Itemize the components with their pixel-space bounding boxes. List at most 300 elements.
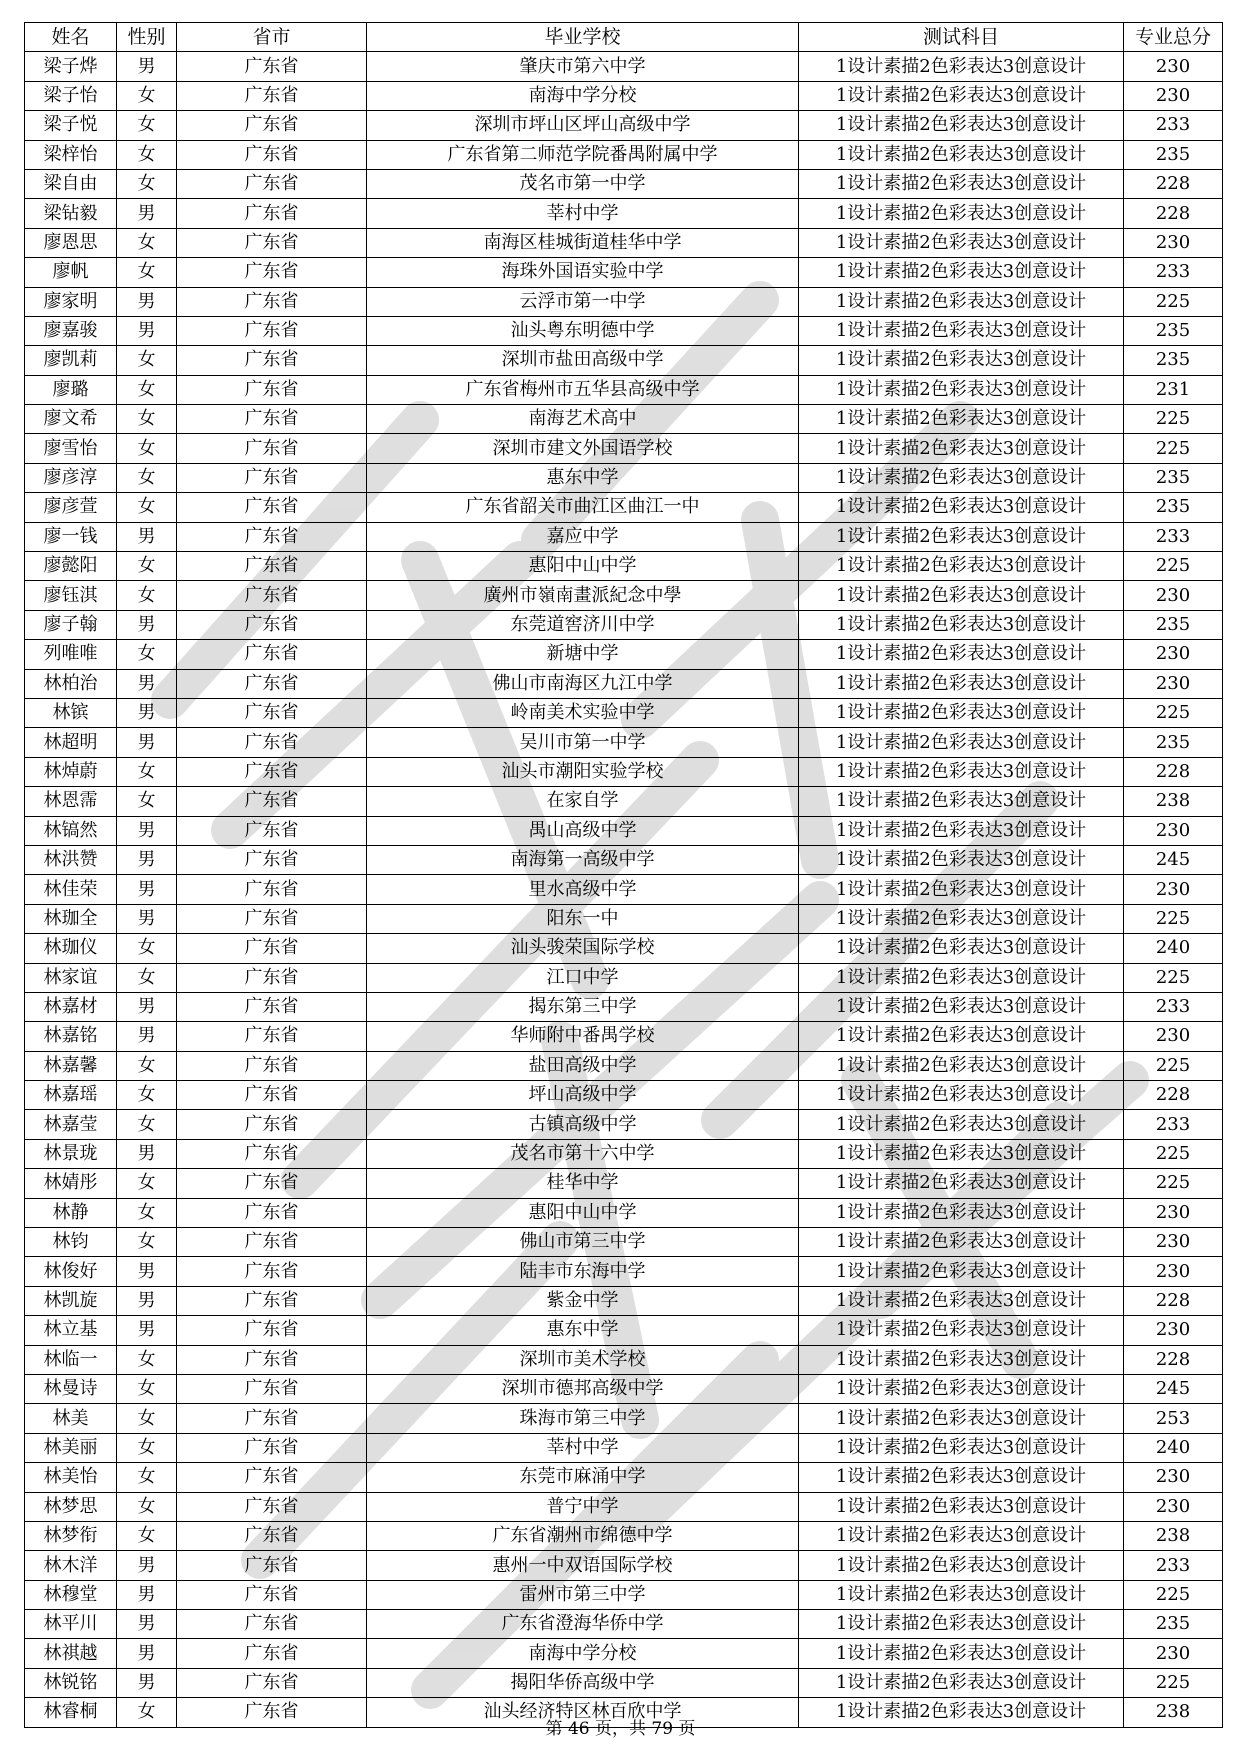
table-row: [25, 1639, 1223, 1668]
cell-subjects: 1设计素描2色彩表达3创意设计: [799, 375, 1124, 404]
table-row: [25, 1110, 1223, 1139]
cell-name: 梁子怡: [25, 81, 117, 110]
cell-subjects: 1设计素描2色彩表达3创意设计: [799, 1228, 1124, 1257]
cell-school: 桂华中学: [367, 1169, 799, 1198]
cell-gender: 女: [117, 405, 177, 434]
cell-school: 江口中学: [367, 963, 799, 992]
cell-province: 广东省: [177, 493, 367, 522]
cell-gender: 女: [117, 934, 177, 963]
cell-school: 肇庆市第六中学: [367, 52, 799, 81]
cell-total-score: 238: [1124, 787, 1223, 816]
cell-province: 广东省: [177, 375, 367, 404]
table-row: [25, 1286, 1223, 1315]
cell-gender: 男: [117, 316, 177, 345]
cell-province: 广东省: [177, 316, 367, 345]
cell-school: 岭南美术实验中学: [367, 698, 799, 727]
cell-total-score: 235: [1124, 140, 1223, 169]
table-row: [25, 757, 1223, 786]
cell-total-score: 225: [1124, 1051, 1223, 1080]
table-row: [25, 1345, 1223, 1374]
cell-subjects: 1设计素描2色彩表达3创意设计: [799, 1286, 1124, 1315]
table-row: [25, 316, 1223, 345]
cell-subjects: 1设计素描2色彩表达3创意设计: [799, 963, 1124, 992]
cell-gender: 男: [117, 992, 177, 1021]
cell-school: 茂名市第一中学: [367, 169, 799, 198]
cell-name: 廖彦淳: [25, 463, 117, 492]
cell-gender: 男: [117, 875, 177, 904]
table-row: [25, 1051, 1223, 1080]
cell-gender: 男: [117, 669, 177, 698]
cell-school: 汕头粤东明德中学: [367, 316, 799, 345]
cell-name: 廖文希: [25, 405, 117, 434]
cell-gender: 女: [117, 1198, 177, 1227]
table-row: [25, 169, 1223, 198]
cell-total-score: 230: [1124, 1492, 1223, 1521]
cell-name: 林临一: [25, 1345, 117, 1374]
table-row: [25, 787, 1223, 816]
cell-school: 深圳市建文外国语学校: [367, 434, 799, 463]
cell-school: 东莞道窖济川中学: [367, 610, 799, 639]
cell-school: 莘村中学: [367, 199, 799, 228]
cell-subjects: 1设计素描2色彩表达3创意设计: [799, 463, 1124, 492]
cell-gender: 女: [117, 169, 177, 198]
cell-total-score: 225: [1124, 1139, 1223, 1168]
cell-total-score: 238: [1124, 1521, 1223, 1550]
cell-gender: 女: [117, 1345, 177, 1374]
cell-school: 海珠外国语实验中学: [367, 258, 799, 287]
cell-gender: 男: [117, 1286, 177, 1315]
cell-subjects: 1设计素描2色彩表达3创意设计: [799, 992, 1124, 1021]
cell-total-score: 245: [1124, 845, 1223, 874]
cell-school: 广东省梅州市五华县高级中学: [367, 375, 799, 404]
cell-school: 佛山市南海区九江中学: [367, 669, 799, 698]
table-row: [25, 669, 1223, 698]
cell-total-score: 235: [1124, 728, 1223, 757]
cell-name: 林嘉材: [25, 992, 117, 1021]
cell-province: 广东省: [177, 1051, 367, 1080]
cell-subjects: 1设计素描2色彩表达3创意设计: [799, 1198, 1124, 1227]
cell-gender: 男: [117, 1580, 177, 1609]
cell-name: 林镐然: [25, 816, 117, 845]
table-row: [25, 1463, 1223, 1492]
cell-name: 廖懿阳: [25, 552, 117, 581]
table-row: [25, 111, 1223, 140]
cell-gender: 女: [117, 1228, 177, 1257]
table-row: [25, 845, 1223, 874]
cell-name: 廖彦萱: [25, 493, 117, 522]
cell-school: 深圳市德邦高级中学: [367, 1374, 799, 1403]
cell-total-score: 230: [1124, 1639, 1223, 1668]
cell-total-score: 230: [1124, 875, 1223, 904]
cell-province: 广东省: [177, 1198, 367, 1227]
cell-school: 坪山高级中学: [367, 1081, 799, 1110]
cell-subjects: 1设计素描2色彩表达3创意设计: [799, 640, 1124, 669]
cell-name: 林恩霈: [25, 787, 117, 816]
table-header-row: [25, 23, 1223, 52]
cell-province: 广东省: [177, 1463, 367, 1492]
cell-subjects: 1设计素描2色彩表达3创意设计: [799, 1374, 1124, 1403]
header-subjects: 测试科目: [799, 23, 1124, 52]
table-row: [25, 140, 1223, 169]
cell-subjects: 1设计素描2色彩表达3创意设计: [799, 1580, 1124, 1609]
table-row: [25, 493, 1223, 522]
cell-total-score: 225: [1124, 1169, 1223, 1198]
table-row: [25, 1316, 1223, 1345]
cell-subjects: 1设计素描2色彩表达3创意设计: [799, 1257, 1124, 1286]
cell-province: 广东省: [177, 1433, 367, 1462]
cell-province: 广东省: [177, 992, 367, 1021]
cell-name: 廖恩思: [25, 228, 117, 257]
cell-name: 林曼诗: [25, 1374, 117, 1403]
cell-name: 林祺越: [25, 1639, 117, 1668]
cell-subjects: 1设计素描2色彩表达3创意设计: [799, 757, 1124, 786]
cell-name: 林洪赞: [25, 845, 117, 874]
cell-total-score: 230: [1124, 1228, 1223, 1257]
cell-subjects: 1设计素描2色彩表达3创意设计: [799, 1639, 1124, 1668]
cell-subjects: 1设计素描2色彩表达3创意设计: [799, 1433, 1124, 1462]
cell-name: 林美怡: [25, 1463, 117, 1492]
cell-province: 广东省: [177, 757, 367, 786]
cell-province: 广东省: [177, 1639, 367, 1668]
cell-gender: 女: [117, 463, 177, 492]
cell-province: 广东省: [177, 640, 367, 669]
cell-province: 广东省: [177, 405, 367, 434]
cell-province: 广东省: [177, 787, 367, 816]
cell-province: 广东省: [177, 1374, 367, 1403]
cell-name: 林嘉瑶: [25, 1081, 117, 1110]
cell-province: 广东省: [177, 169, 367, 198]
cell-school: 惠阳中山中学: [367, 552, 799, 581]
cell-school: 新塘中学: [367, 640, 799, 669]
cell-school: 惠阳中山中学: [367, 1198, 799, 1227]
cell-total-score: 225: [1124, 698, 1223, 727]
cell-name: 林景珑: [25, 1139, 117, 1168]
cell-school: 汕头经济特区林百欣中学: [367, 1698, 799, 1727]
cell-gender: 男: [117, 610, 177, 639]
cell-subjects: 1设计素描2色彩表达3创意设计: [799, 522, 1124, 551]
table-row: [25, 698, 1223, 727]
cell-name: 梁梓怡: [25, 140, 117, 169]
cell-province: 广东省: [177, 1521, 367, 1550]
cell-subjects: 1设计素描2色彩表达3创意设计: [799, 493, 1124, 522]
cell-name: 列唯唯: [25, 640, 117, 669]
cell-province: 广东省: [177, 1139, 367, 1168]
cell-subjects: 1设计素描2色彩表达3创意设计: [799, 316, 1124, 345]
table-row: [25, 1257, 1223, 1286]
table-row: [25, 405, 1223, 434]
cell-name: 林梦衔: [25, 1521, 117, 1550]
cell-gender: 男: [117, 522, 177, 551]
cell-subjects: 1设计素描2色彩表达3创意设计: [799, 52, 1124, 81]
cell-province: 广东省: [177, 1228, 367, 1257]
cell-gender: 女: [117, 757, 177, 786]
cell-school: 紫金中学: [367, 1286, 799, 1315]
cell-total-score: 230: [1124, 669, 1223, 698]
cell-subjects: 1设计素描2色彩表达3创意设计: [799, 140, 1124, 169]
cell-school: 惠东中学: [367, 1316, 799, 1345]
cell-province: 广东省: [177, 904, 367, 933]
cell-province: 广东省: [177, 287, 367, 316]
cell-subjects: 1设计素描2色彩表达3创意设计: [799, 287, 1124, 316]
cell-gender: 女: [117, 375, 177, 404]
cell-subjects: 1设计素描2色彩表达3创意设计: [799, 169, 1124, 198]
cell-school: 廣州市嶺南畫派紀念中學: [367, 581, 799, 610]
cell-total-score: 225: [1124, 1580, 1223, 1609]
cell-subjects: 1设计素描2色彩表达3创意设计: [799, 552, 1124, 581]
cell-total-score: 233: [1124, 1110, 1223, 1139]
cell-total-score: 231: [1124, 375, 1223, 404]
cell-province: 广东省: [177, 934, 367, 963]
cell-subjects: 1设计素描2色彩表达3创意设计: [799, 1081, 1124, 1110]
cell-gender: 女: [117, 787, 177, 816]
cell-province: 广东省: [177, 1022, 367, 1051]
cell-subjects: 1设计素描2色彩表达3创意设计: [799, 1610, 1124, 1639]
cell-school: 揭阳华侨高级中学: [367, 1668, 799, 1697]
cell-subjects: 1设计素描2色彩表达3创意设计: [799, 199, 1124, 228]
cell-province: 广东省: [177, 1698, 367, 1727]
cell-gender: 女: [117, 1169, 177, 1198]
cell-subjects: 1设计素描2色彩表达3创意设计: [799, 434, 1124, 463]
cell-total-score: 230: [1124, 1022, 1223, 1051]
cell-school: 普宁中学: [367, 1492, 799, 1521]
header-province: 省市: [177, 23, 367, 52]
cell-province: 广东省: [177, 728, 367, 757]
table-row: [25, 552, 1223, 581]
cell-school: 广东省韶关市曲江区曲江一中: [367, 493, 799, 522]
cell-province: 广东省: [177, 875, 367, 904]
cell-school: 南海第一高级中学: [367, 845, 799, 874]
cell-subjects: 1设计素描2色彩表达3创意设计: [799, 1139, 1124, 1168]
cell-name: 林嘉铭: [25, 1022, 117, 1051]
cell-province: 广东省: [177, 552, 367, 581]
cell-school: 南海艺术高中: [367, 405, 799, 434]
cell-province: 广东省: [177, 816, 367, 845]
cell-name: 林嘉馨: [25, 1051, 117, 1080]
cell-name: 林睿桐: [25, 1698, 117, 1727]
cell-province: 广东省: [177, 463, 367, 492]
cell-name: 林静: [25, 1198, 117, 1227]
table-row: [25, 1551, 1223, 1580]
cell-subjects: 1设计素描2色彩表达3创意设计: [799, 875, 1124, 904]
cell-school: 揭东第三中学: [367, 992, 799, 1021]
cell-province: 广东省: [177, 258, 367, 287]
cell-province: 广东省: [177, 1286, 367, 1315]
table-row: [25, 1198, 1223, 1227]
table-row: [25, 375, 1223, 404]
cell-name: 林钧: [25, 1228, 117, 1257]
cell-name: 林锐铭: [25, 1668, 117, 1697]
cell-gender: 女: [117, 1051, 177, 1080]
cell-total-score: 230: [1124, 1257, 1223, 1286]
cell-subjects: 1设计素描2色彩表达3创意设计: [799, 816, 1124, 845]
cell-subjects: 1设计素描2色彩表达3创意设计: [799, 787, 1124, 816]
table-row: [25, 258, 1223, 287]
cell-name: 林柏治: [25, 669, 117, 698]
table-row: [25, 1580, 1223, 1609]
cell-name: 林超明: [25, 728, 117, 757]
cell-name: 林佳荣: [25, 875, 117, 904]
cell-province: 广东省: [177, 1081, 367, 1110]
cell-total-score: 225: [1124, 287, 1223, 316]
cell-province: 广东省: [177, 199, 367, 228]
cell-subjects: 1设计素描2色彩表达3创意设计: [799, 904, 1124, 933]
cell-gender: 男: [117, 845, 177, 874]
cell-name: 林珈仪: [25, 934, 117, 963]
cell-province: 广东省: [177, 228, 367, 257]
cell-school: 茂名市第十六中学: [367, 1139, 799, 1168]
table-row: [25, 640, 1223, 669]
cell-subjects: 1设计素描2色彩表达3创意设计: [799, 228, 1124, 257]
cell-subjects: 1设计素描2色彩表达3创意设计: [799, 610, 1124, 639]
cell-province: 广东省: [177, 140, 367, 169]
cell-province: 广东省: [177, 1492, 367, 1521]
cell-gender: 男: [117, 1257, 177, 1286]
table-row: [25, 992, 1223, 1021]
table-row: [25, 1139, 1223, 1168]
cell-total-score: 225: [1124, 552, 1223, 581]
cell-total-score: 230: [1124, 1316, 1223, 1345]
cell-name: 廖璐: [25, 375, 117, 404]
cell-subjects: 1设计素描2色彩表达3创意设计: [799, 1051, 1124, 1080]
cell-name: 廖雪怡: [25, 434, 117, 463]
cell-total-score: 235: [1124, 610, 1223, 639]
cell-gender: 女: [117, 1521, 177, 1550]
cell-school: 佛山市第三中学: [367, 1228, 799, 1257]
cell-gender: 男: [117, 816, 177, 845]
cell-total-score: 233: [1124, 1551, 1223, 1580]
cell-total-score: 240: [1124, 1433, 1223, 1462]
cell-school: 广东省潮州市绵德中学: [367, 1521, 799, 1550]
cell-total-score: 233: [1124, 992, 1223, 1021]
cell-subjects: 1设计素描2色彩表达3创意设计: [799, 1345, 1124, 1374]
cell-total-score: 253: [1124, 1404, 1223, 1433]
cell-name: 林俊好: [25, 1257, 117, 1286]
cell-total-score: 235: [1124, 316, 1223, 345]
cell-gender: 女: [117, 81, 177, 110]
cell-subjects: 1设计素描2色彩表达3创意设计: [799, 1316, 1124, 1345]
cell-school: 在家自学: [367, 787, 799, 816]
cell-school: 深圳市盐田高级中学: [367, 346, 799, 375]
table-row: [25, 1433, 1223, 1462]
cell-name: 梁自由: [25, 169, 117, 198]
cell-gender: 女: [117, 552, 177, 581]
cell-name: 林珈全: [25, 904, 117, 933]
table-row: [25, 816, 1223, 845]
cell-gender: 女: [117, 434, 177, 463]
cell-name: 林木洋: [25, 1551, 117, 1580]
cell-school: 深圳市坪山区坪山高级中学: [367, 111, 799, 140]
cell-total-score: 240: [1124, 934, 1223, 963]
cell-total-score: 230: [1124, 1463, 1223, 1492]
cell-gender: 女: [117, 581, 177, 610]
cell-total-score: 225: [1124, 434, 1223, 463]
cell-school: 禺山高级中学: [367, 816, 799, 845]
cell-total-score: 235: [1124, 493, 1223, 522]
cell-province: 广东省: [177, 346, 367, 375]
cell-total-score: 233: [1124, 111, 1223, 140]
cell-subjects: 1设计素描2色彩表达3创意设计: [799, 845, 1124, 874]
cell-total-score: 230: [1124, 228, 1223, 257]
cell-total-score: 225: [1124, 904, 1223, 933]
table-row: [25, 228, 1223, 257]
cell-name: 梁钻毅: [25, 199, 117, 228]
cell-gender: 男: [117, 1551, 177, 1580]
cell-subjects: 1设计素描2色彩表达3创意设计: [799, 1668, 1124, 1697]
table-row: [25, 287, 1223, 316]
cell-total-score: 235: [1124, 1610, 1223, 1639]
cell-subjects: 1设计素描2色彩表达3创意设计: [799, 581, 1124, 610]
cell-gender: 女: [117, 1081, 177, 1110]
cell-province: 广东省: [177, 1345, 367, 1374]
cell-gender: 女: [117, 140, 177, 169]
table-body: [25, 52, 1223, 1727]
cell-gender: 女: [117, 346, 177, 375]
cell-name: 林凯旋: [25, 1286, 117, 1315]
cell-gender: 男: [117, 52, 177, 81]
cell-subjects: 1设计素描2色彩表达3创意设计: [799, 1463, 1124, 1492]
cell-name: 廖钰淇: [25, 581, 117, 610]
cell-subjects: 1设计素描2色彩表达3创意设计: [799, 81, 1124, 110]
cell-province: 广东省: [177, 52, 367, 81]
cell-subjects: 1设计素描2色彩表达3创意设计: [799, 1698, 1124, 1727]
cell-subjects: 1设计素描2色彩表达3创意设计: [799, 1169, 1124, 1198]
cell-total-score: 245: [1124, 1374, 1223, 1403]
cell-gender: 女: [117, 963, 177, 992]
table-row: [25, 463, 1223, 492]
cell-gender: 女: [117, 258, 177, 287]
cell-gender: 男: [117, 728, 177, 757]
cell-province: 广东省: [177, 1580, 367, 1609]
cell-subjects: 1设计素描2色彩表达3创意设计: [799, 1492, 1124, 1521]
table-row: [25, 81, 1223, 110]
cell-school: 华师附中番禺学校: [367, 1022, 799, 1051]
table-row: [25, 1668, 1223, 1697]
cell-gender: 女: [117, 111, 177, 140]
cell-total-score: 225: [1124, 405, 1223, 434]
cell-gender: 男: [117, 1139, 177, 1168]
table-row: [25, 1022, 1223, 1051]
cell-gender: 女: [117, 493, 177, 522]
table-row: [25, 199, 1223, 228]
cell-gender: 男: [117, 199, 177, 228]
cell-total-score: 225: [1124, 963, 1223, 992]
cell-school: 南海中学分校: [367, 1639, 799, 1668]
cell-total-score: 228: [1124, 169, 1223, 198]
cell-name: 林立基: [25, 1316, 117, 1345]
cell-gender: 女: [117, 228, 177, 257]
cell-school: 古镇高级中学: [367, 1110, 799, 1139]
header-gender: 性别: [117, 23, 177, 52]
cell-gender: 男: [117, 1610, 177, 1639]
cell-total-score: 230: [1124, 581, 1223, 610]
cell-province: 广东省: [177, 111, 367, 140]
cell-total-score: 228: [1124, 1286, 1223, 1315]
cell-total-score: 230: [1124, 1198, 1223, 1227]
cell-subjects: 1设计素描2色彩表达3创意设计: [799, 698, 1124, 727]
cell-total-score: 228: [1124, 757, 1223, 786]
cell-gender: 男: [117, 1316, 177, 1345]
cell-name: 廖帆: [25, 258, 117, 287]
cell-province: 广东省: [177, 1110, 367, 1139]
cell-total-score: 235: [1124, 346, 1223, 375]
cell-subjects: 1设计素描2色彩表达3创意设计: [799, 111, 1124, 140]
cell-gender: 男: [117, 1668, 177, 1697]
cell-total-score: 228: [1124, 199, 1223, 228]
cell-total-score: 230: [1124, 816, 1223, 845]
cell-gender: 女: [117, 1404, 177, 1433]
cell-name: 林美丽: [25, 1433, 117, 1462]
cell-subjects: 1设计素描2色彩表达3创意设计: [799, 728, 1124, 757]
